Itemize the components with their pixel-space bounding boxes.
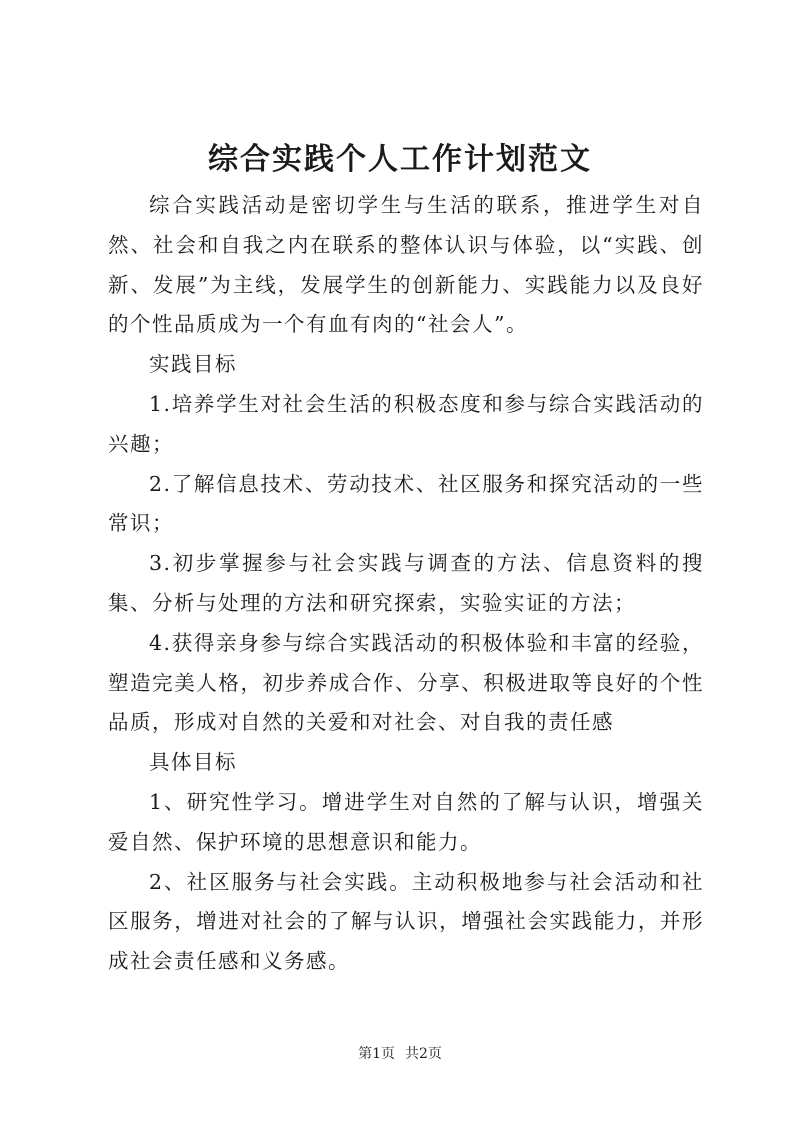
intro-paragraph: 综合实践活动是密切学生与生活的联系，推进学生对自然、社会和自我之内在联系的整体认识与体验，以“实践、创新、发展”为主线，发展学生的创新能力、实践能力以及良好的个性品质成为一个有血有肉的“社会人”。 xyxy=(108,193,704,337)
goal-item-2: 2.了解信息技术、劳动技术、社区服务和探究活动的一些常识； xyxy=(108,471,704,536)
section-heading-specific-goals: 具体目标 xyxy=(149,750,237,775)
document-title: 综合实践个人工作计划范文 xyxy=(208,142,592,177)
specific-item-2: 2、社区服务与社会实践。主动积极地参与社会活动和社区服务，增进对社会的了解与认识，增强社会实践能力，并形成社会责任感和义务感。 xyxy=(108,869,704,974)
page-footer xyxy=(0,1044,800,1064)
goal-item-3: 3.初步掌握参与社会实践与调查的方法、信息资料的搜集、分析与处理的方法和研究探索，实验实证的方法； xyxy=(108,551,704,615)
page-number-total: 共2页 xyxy=(405,1046,442,1062)
goal-item-4: 4.获得亲身参与综合实践活动的积极体验和丰富的经验，塑造完美人格，初步养成合作、分享、积极进取等良好的个性品质，形成对自然的关爱和对社会、对自我的责任感 xyxy=(108,630,704,735)
page-number-current: 第1页 xyxy=(358,1046,395,1062)
specific-item-1: 1、研究性学习。增进学生对自然的了解与认识，增强关爱自然、保护环境的思想意识和能力。 xyxy=(108,789,704,854)
document-body xyxy=(108,186,704,982)
goal-item-1: 1.培养学生对社会生活的积极态度和参与综合实践活动的兴趣； xyxy=(108,391,704,456)
section-heading-practice-goals: 实践目标 xyxy=(149,352,237,377)
